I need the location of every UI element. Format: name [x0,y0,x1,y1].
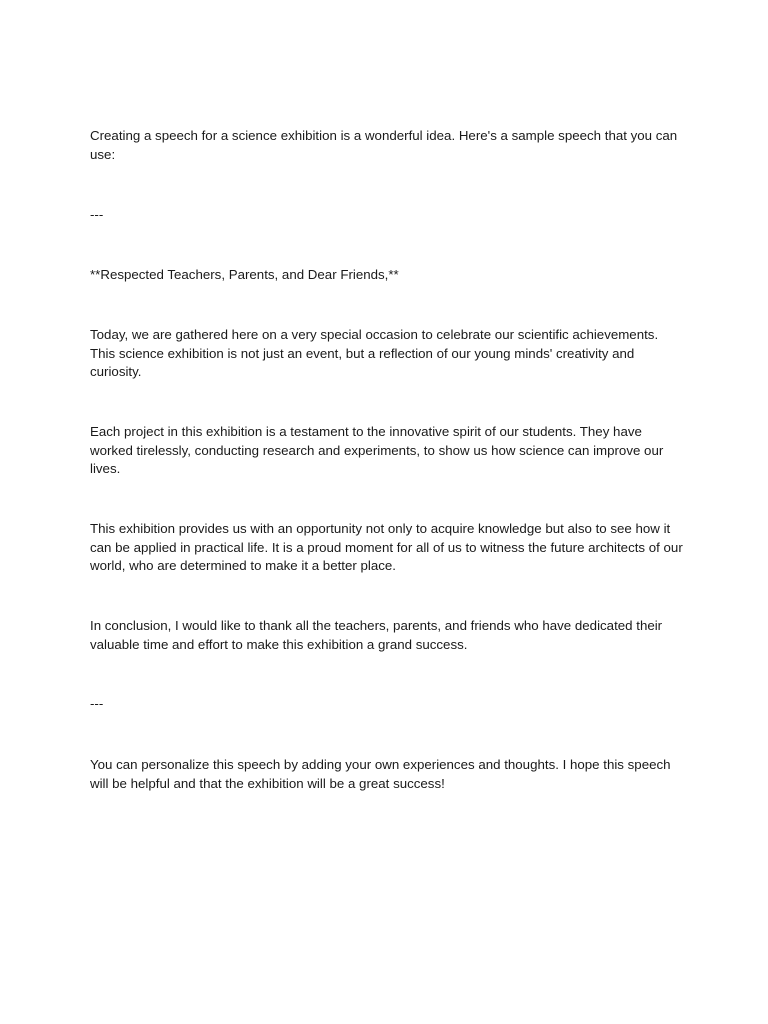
closing-paragraph: You can personalize this speech by adding your own experiences and thoughts. I hope this speech will be helpful and that the exhibition will be a great success! [90,757,671,791]
intro-paragraph: Creating a speech for a science exhibition is a wonderful idea. Here's a sample speech that you can use: [90,128,678,162]
today-paragraph: Today, we are gathered here on a very special occasion to celebrate our scientific achievements. This science exhibition is not just an event, but a reflection of our young minds' creativity and curiosity. [90,327,659,379]
salutation-paragraph: **Respected Teachers, Parents, and Dear Friends,** [90,267,399,282]
separator-line: --- [90,207,104,222]
projects-paragraph: Each project in this exhibition is a testament to the innovative spirit of our students. They have worked tirelessly, conducting research and experiments, to show us how science can improve our lives. [90,424,664,476]
exhibition-paragraph: This exhibition provides us with an opportunity not only to acquire knowledge but also to see how it can be applied in practical life. It is a proud moment for all of us to witness the future architects of our world, who are determined to make it a better place. [90,521,683,573]
separator-line: --- [90,696,104,711]
conclusion-paragraph: In conclusion, I would like to thank all the teachers, parents, and friends who have dedicated their valuable time and effort to make this exhibition a grand success. [90,618,663,652]
